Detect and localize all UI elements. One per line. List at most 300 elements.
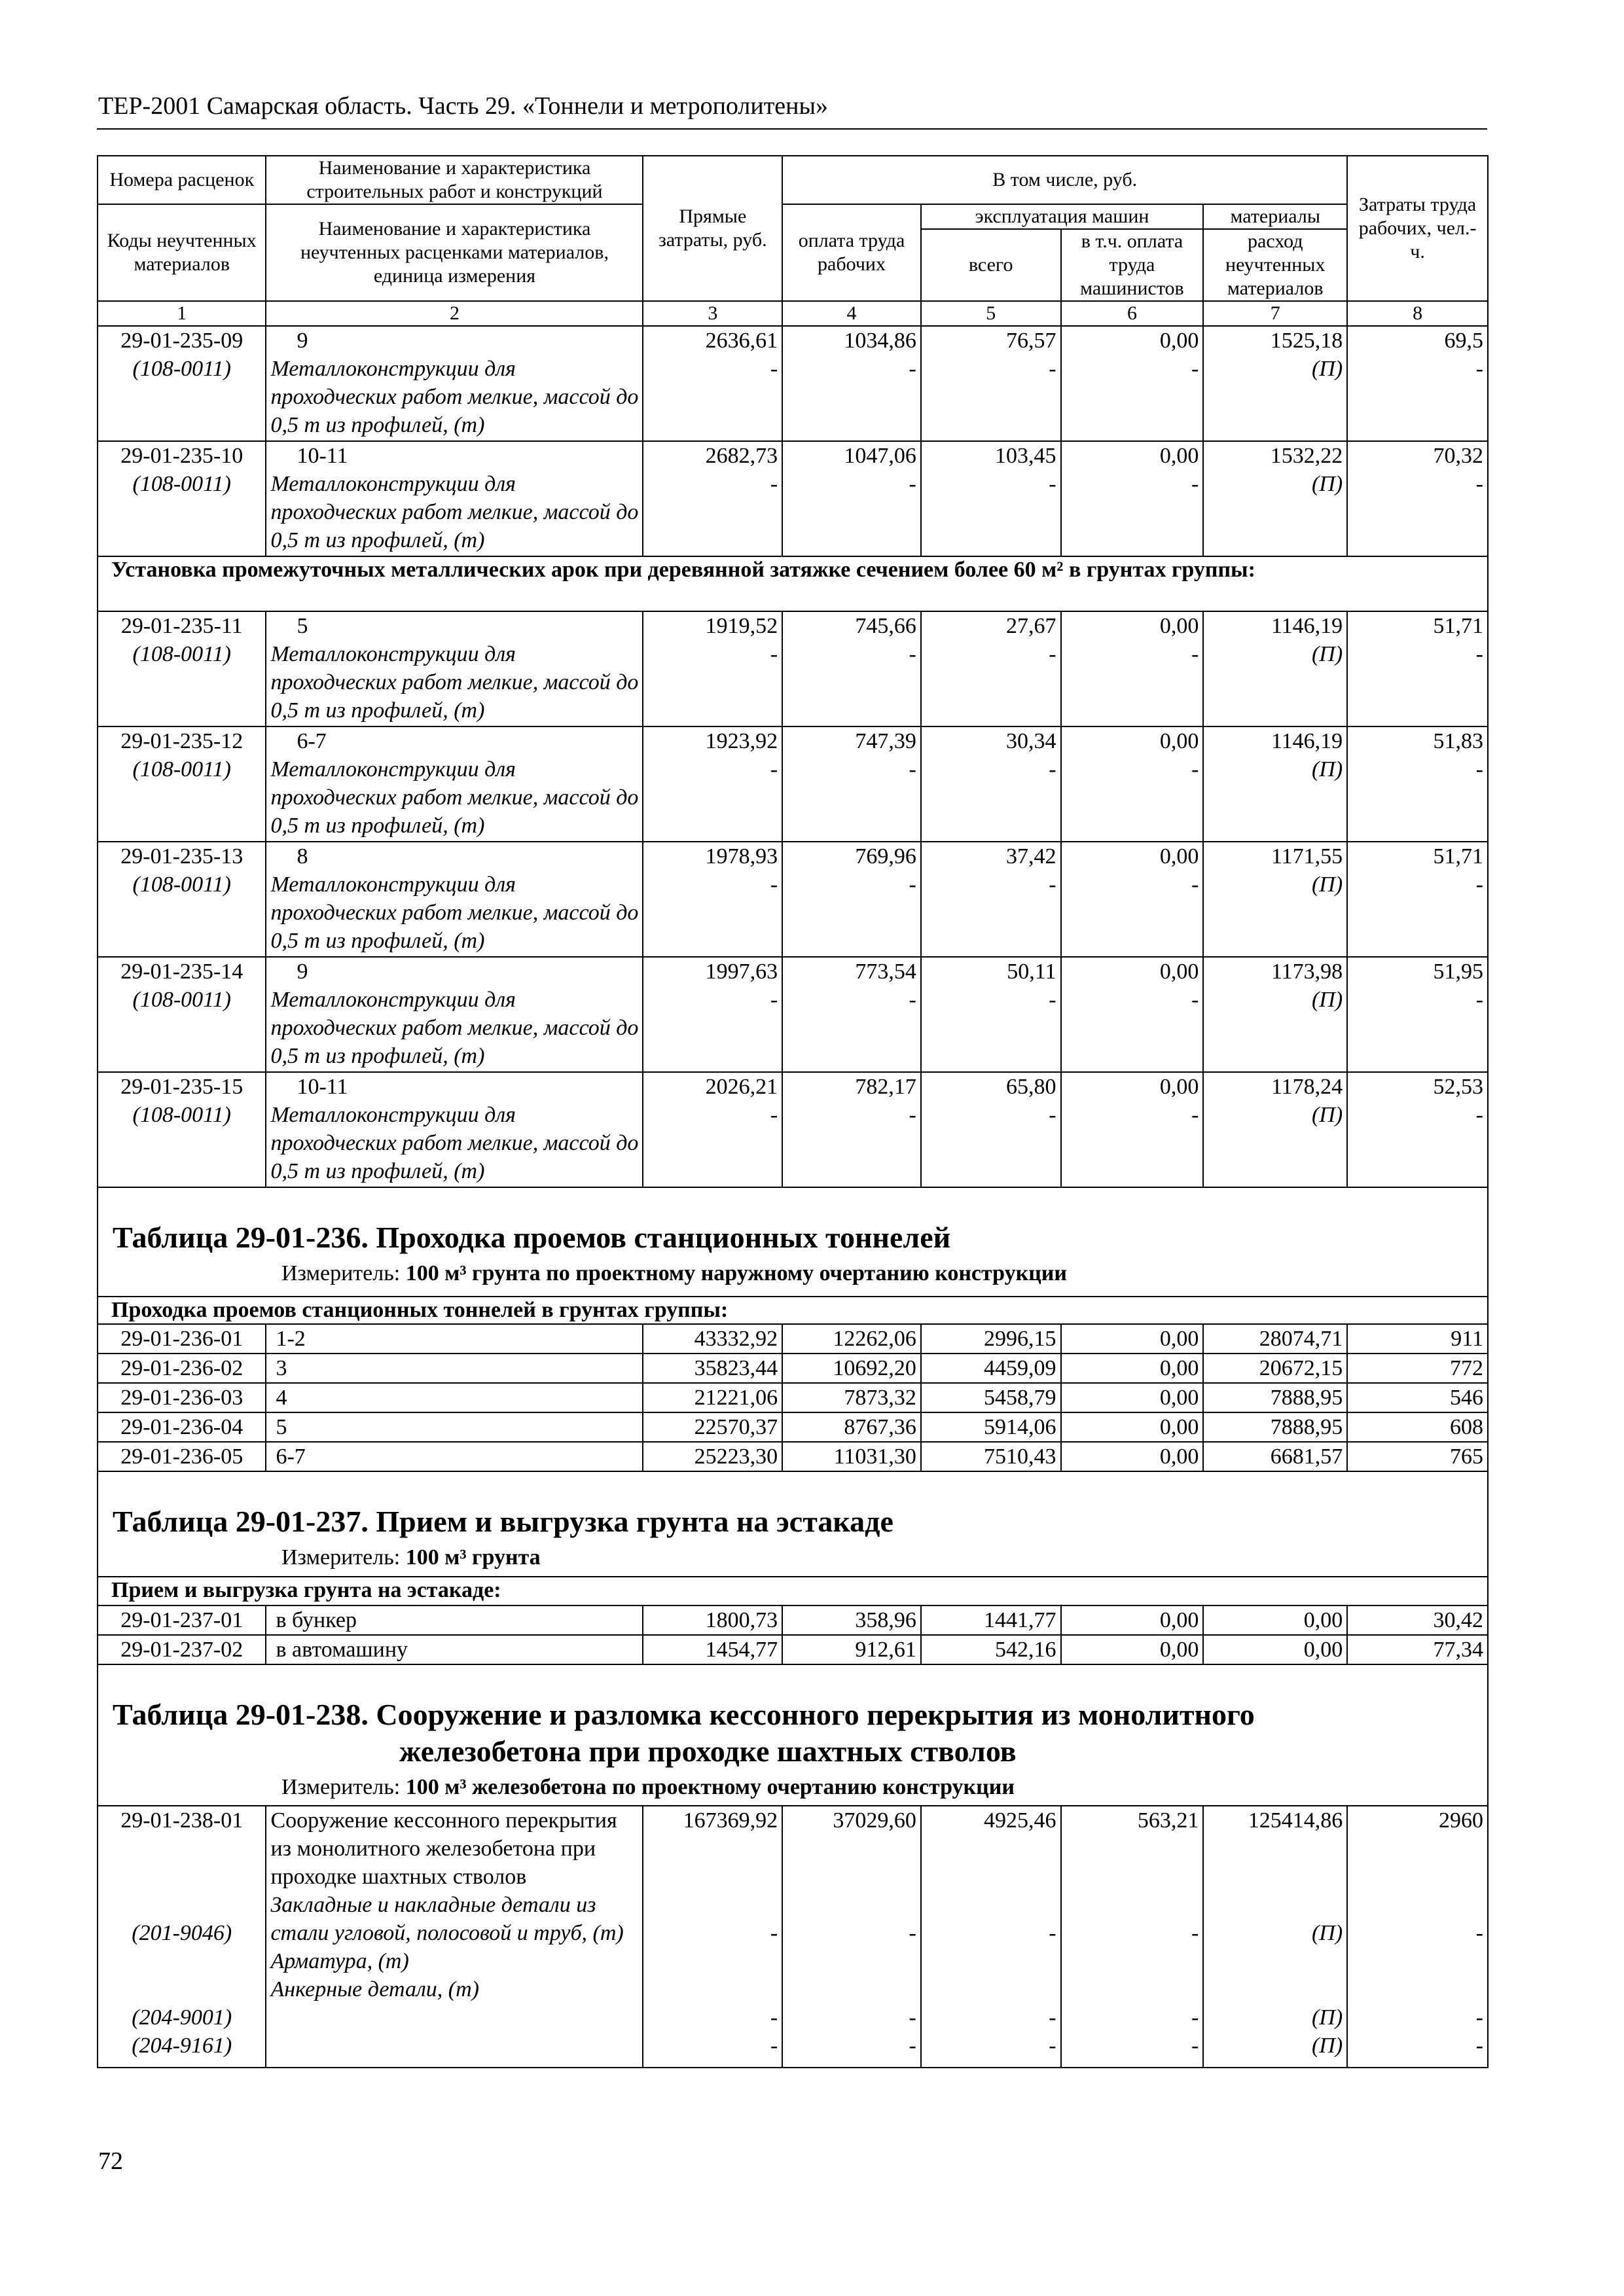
col-number: 7 [1203, 301, 1347, 326]
rate-code-cell [98, 441, 266, 556]
material-value: (П) [1311, 757, 1343, 781]
material-value: - [770, 2034, 778, 2058]
material-value: - [909, 1103, 916, 1127]
value-cell [1061, 611, 1204, 726]
value-cell [1203, 441, 1347, 556]
col-number: 2 [266, 301, 643, 326]
rate-value: 0,00 [1061, 1324, 1204, 1354]
value-cell [921, 842, 1061, 957]
rate-value: 51,95 [1433, 960, 1483, 984]
table-section-heading [98, 1187, 1488, 1297]
rate-value: 546 [1347, 1383, 1488, 1412]
rate-value: 0,00 [1159, 614, 1199, 638]
rate-code: 29-01-236-01 [98, 1324, 266, 1354]
rate-name: 9 [297, 960, 308, 984]
value-cell [782, 957, 921, 1072]
rate-value: 4459,09 [921, 1354, 1061, 1383]
material-value: - [1191, 872, 1199, 897]
rate-value: 1454,77 [643, 1635, 782, 1664]
rate-value: 51,71 [1433, 844, 1483, 869]
value-cell [1203, 726, 1347, 842]
value-cell [1203, 1072, 1347, 1187]
rate-name: в автомашину [266, 1635, 643, 1664]
rate-value: 7888,95 [1203, 1412, 1347, 1442]
value-cell [1061, 1806, 1204, 2068]
value-cell [1203, 957, 1347, 1072]
measure-label: Измеритель: [281, 1775, 401, 1799]
spacer [1208, 1835, 1343, 1919]
rate-value: 2682,73 [705, 444, 778, 468]
rate-value: 28074,71 [1203, 1324, 1347, 1354]
material-value: - [909, 2005, 916, 2030]
rate-value: 69,5 [1444, 329, 1483, 353]
rate-value: 1146,19 [1271, 729, 1343, 753]
value-cell [1347, 1806, 1488, 2068]
material-value: (П) [1311, 642, 1343, 666]
material-value: - [1191, 1921, 1199, 1945]
value-cell [1203, 611, 1347, 726]
material-value: - [1191, 2034, 1199, 2058]
material-code: (108-0011) [132, 988, 231, 1012]
group-arches-row [98, 556, 1488, 611]
material-value: - [1049, 872, 1056, 897]
rate-value: 0,00 [1159, 444, 1199, 468]
value-cell [643, 1072, 782, 1187]
value-cell [1203, 842, 1347, 957]
rate-value: 1525,18 [1270, 329, 1343, 353]
value-cell [921, 1806, 1061, 2068]
material-name: Анкерные детали, (т) [270, 1977, 479, 2001]
rate-row [98, 1324, 1488, 1354]
rate-value: 125414,86 [1248, 1808, 1343, 1833]
table-238-title: Таблица 29-01-238. Сооружение и разломка кессонного перекрытия из монолитного [113, 1698, 1255, 1731]
rate-value: 0,00 [1061, 1383, 1204, 1412]
material-name: Металлоконструкции для проходческих работ мелкие, массой до 0,5 т из профилей, (т) [270, 472, 639, 552]
material-value: (П) [1311, 472, 1343, 496]
section-heading [98, 1471, 1488, 1577]
group-title: Установка промежуточных металлических арок при деревянной затяжке сечением более 60 м² в грунтах группы: [98, 556, 1488, 611]
value-cell [643, 957, 782, 1072]
value-cell [643, 1806, 782, 2068]
rate-row [98, 726, 1488, 842]
group-236-row [98, 1297, 1488, 1324]
rate-code: 29-01-235-10 [120, 444, 244, 468]
rate-row [98, 611, 1488, 726]
rate-value: 8767,36 [782, 1412, 921, 1442]
rate-code: 29-01-236-03 [98, 1383, 266, 1412]
rate-value: 37029,60 [833, 1808, 916, 1833]
rate-value: 1923,92 [705, 729, 778, 753]
rate-value: 773,54 [855, 960, 916, 984]
rate-name-cell [266, 441, 643, 556]
rate-value: 782,17 [855, 1075, 916, 1099]
rate-row [98, 1072, 1488, 1187]
value-cell [1061, 441, 1204, 556]
section-heading [98, 1187, 1488, 1297]
rate-code: 29-01-237-01 [98, 1605, 266, 1635]
rate-value: 1047,06 [844, 444, 916, 468]
rate-value: 20672,15 [1203, 1354, 1347, 1383]
material-value: - [909, 757, 916, 781]
header-rule [97, 128, 1487, 130]
value-cell [1347, 326, 1488, 441]
rate-value: 25223,30 [643, 1442, 782, 1471]
value-cell [1347, 842, 1488, 957]
rate-name: 1-2 [266, 1324, 643, 1354]
rate-value: 2636,61 [705, 329, 778, 353]
material-value: - [909, 357, 916, 381]
rate-name-cell [266, 611, 643, 726]
rate-row [98, 1442, 1488, 1471]
rate-value: 37,42 [1006, 844, 1056, 869]
header-codes-bottom: Коды неучтенных материалов [98, 204, 266, 301]
rate-name-cell [266, 726, 643, 842]
material-value: - [1475, 2005, 1483, 2030]
material-value: - [1475, 1921, 1483, 1945]
value-cell [1347, 611, 1488, 726]
rate-value: 0,00 [1159, 729, 1199, 753]
rate-value: 563,21 [1137, 1808, 1199, 1833]
rate-value: 10692,20 [782, 1354, 921, 1383]
rate-value: 1178,24 [1271, 1075, 1343, 1099]
rate-value: 167369,92 [683, 1808, 778, 1833]
material-value: - [1475, 642, 1483, 666]
value-cell [1347, 726, 1488, 842]
rate-value: 747,39 [855, 729, 916, 753]
table-section-heading [98, 1664, 1488, 1806]
page-number: 72 [98, 2147, 123, 2175]
material-name: Металлоконструкции для проходческих работ мелкие, массой до 0,5 т из профилей, (т) [270, 872, 639, 953]
value-cell [1061, 1072, 1204, 1187]
rate-row [98, 441, 1488, 556]
material-value: - [1049, 757, 1056, 781]
header-wages: оплата труда рабочих [782, 204, 921, 301]
header-incl: В том числе, руб. [782, 156, 1347, 204]
value-cell [643, 726, 782, 842]
rate-name: 3 [266, 1354, 643, 1383]
section-heading [98, 1664, 1488, 1806]
material-value: (П) [1311, 988, 1343, 1012]
material-value: - [1191, 988, 1199, 1012]
rate-value: 0,00 [1159, 844, 1199, 869]
rate-value: 1997,63 [705, 960, 778, 984]
material-value: - [1191, 357, 1199, 381]
table-section-heading [98, 1471, 1488, 1577]
rate-value: 0,00 [1203, 1605, 1347, 1635]
rate-value: 35823,44 [643, 1354, 782, 1383]
rate-row [98, 957, 1488, 1072]
material-value: - [1475, 757, 1483, 781]
table-238-title-cont: железобетона при проходке шахтных стволов [399, 1734, 1017, 1768]
material-value: - [1049, 1103, 1056, 1127]
rate-value: 12262,06 [782, 1324, 921, 1354]
value-cell [643, 611, 782, 726]
header-row-1 [98, 156, 1488, 204]
rate-value: 7873,32 [782, 1383, 921, 1412]
value-cell [1347, 441, 1488, 556]
material-code: (108-0011) [132, 642, 231, 666]
spacer [1352, 1835, 1483, 1919]
rate-code: 29-01-235-15 [120, 1075, 244, 1099]
measure-value: 100 м³ грунта по проектному наружному очертанию конструкции [405, 1261, 1067, 1285]
value-cell [782, 842, 921, 957]
rate-value: 1146,19 [1271, 614, 1343, 638]
rate-name: 10-11 [297, 444, 348, 468]
rate-value: 0,00 [1061, 1442, 1204, 1471]
material-value: (П) [1311, 2034, 1343, 2058]
value-cell [1061, 842, 1204, 957]
material-code: (108-0011) [132, 872, 231, 897]
table-236-measure [98, 1256, 1487, 1289]
rate-value: 0,00 [1061, 1635, 1204, 1664]
value-cell [1061, 957, 1204, 1072]
rate-code-cell [98, 326, 266, 441]
material-value: - [1475, 1103, 1483, 1127]
material-name: Закладные и накладные детали из стали угловой, полосовой и труб, (т) [270, 1893, 624, 1945]
material-value: - [909, 642, 916, 666]
spacer [787, 1835, 916, 1919]
material-code: (204-9161) [132, 2034, 232, 2058]
rate-value: 1034,86 [844, 329, 916, 353]
rate-name: 4 [266, 1383, 643, 1412]
rate-value: 1978,93 [705, 844, 778, 869]
rate-value: 30,42 [1347, 1605, 1488, 1635]
rate-value: 11031,30 [782, 1442, 921, 1471]
material-value: - [770, 472, 778, 496]
rate-name-cell [266, 1806, 643, 2068]
value-cell [1347, 957, 1488, 1072]
material-value: - [770, 1921, 778, 1945]
material-value: - [1191, 472, 1199, 496]
material-value: - [909, 2034, 916, 2058]
rate-value: 0,00 [1159, 329, 1199, 353]
rate-code: 29-01-238-01 [120, 1808, 244, 1833]
material-value: - [1049, 472, 1056, 496]
table-236-title: Таблица 29-01-236. Проходка проемов станционных тоннелей [113, 1221, 951, 1254]
rate-value: 0,00 [1061, 1354, 1204, 1383]
header-machines: эксплуатация машин [921, 204, 1203, 229]
col-number: 1 [98, 301, 266, 326]
material-value: - [1049, 357, 1056, 381]
group-237-row [98, 1577, 1488, 1605]
col-number: 5 [921, 301, 1061, 326]
rate-value: 358,96 [782, 1605, 921, 1635]
value-cell [782, 726, 921, 842]
table-238-measure [98, 1770, 1487, 1803]
rate-row [98, 326, 1488, 441]
header-labor: Затраты труда рабочих, чел.-ч. [1347, 156, 1488, 301]
rate-value: 745,66 [855, 614, 916, 638]
material-value: - [770, 1103, 778, 1127]
header-name-top: Наименование и характеристика строительных работ и конструкций [266, 156, 643, 204]
rate-row [98, 1354, 1488, 1383]
col-number: 4 [782, 301, 921, 326]
material-value: - [770, 757, 778, 781]
rate-value: 21221,06 [643, 1383, 782, 1412]
material-name: Металлоконструкции для проходческих работ мелкие, массой до 0,5 т из профилей, (т) [270, 757, 639, 838]
rate-name-cell [266, 842, 643, 957]
rate-value: 22570,37 [643, 1412, 782, 1442]
header-codes-top: Номера расценок [98, 156, 266, 204]
rate-value: 0,00 [1159, 1075, 1199, 1099]
rate-value: 2960 [1439, 1808, 1483, 1833]
value-cell [921, 957, 1061, 1072]
material-value: (П) [1311, 1103, 1343, 1127]
rate-value: 1919,52 [705, 614, 778, 638]
value-cell [782, 611, 921, 726]
material-value: (П) [1311, 357, 1343, 381]
rate-code: 29-01-237-02 [98, 1635, 266, 1664]
rate-value: 51,71 [1433, 614, 1483, 638]
rate-row [98, 1605, 1488, 1635]
rate-value: 51,83 [1433, 729, 1483, 753]
value-cell [782, 1806, 921, 2068]
spacer [647, 1835, 778, 1919]
rate-code-cell [98, 1806, 266, 2068]
rate-value: 65,80 [1006, 1075, 1056, 1099]
spacer [102, 1835, 261, 1919]
material-value: - [1049, 642, 1056, 666]
material-code: (201-9046) [132, 1921, 232, 1945]
table-237-title: Таблица 29-01-237. Прием и выгрузка грунта на эстакаде [113, 1505, 893, 1538]
rate-value: 608 [1347, 1412, 1488, 1442]
material-value: - [1191, 2005, 1199, 2030]
rate-row [98, 1383, 1488, 1412]
table-237-measure [98, 1540, 1487, 1573]
rate-code-cell [98, 957, 266, 1072]
value-cell [921, 441, 1061, 556]
value-cell [782, 1072, 921, 1187]
col-number: 3 [643, 301, 782, 326]
rate-value: 5914,06 [921, 1412, 1061, 1442]
material-value: - [770, 872, 778, 897]
rate-value: 30,34 [1006, 729, 1056, 753]
value-cell [643, 441, 782, 556]
rate-name: 6-7 [297, 729, 327, 753]
material-code: (108-0011) [132, 357, 231, 381]
material-value: - [770, 2005, 778, 2030]
material-name: Металлоконструкции для проходческих работ мелкие, массой до 0,5 т из профилей, (т) [270, 988, 639, 1068]
rate-name-cell [266, 326, 643, 441]
material-name: Металлоконструкции для проходческих работ мелкие, массой до 0,5 т из профилей, (т) [270, 357, 639, 437]
col-number: 6 [1061, 301, 1204, 326]
rate-value: 43332,92 [643, 1324, 782, 1354]
material-value: - [1191, 642, 1199, 666]
material-value: - [1049, 2034, 1056, 2058]
rate-code: 29-01-236-05 [98, 1442, 266, 1471]
value-cell [782, 326, 921, 441]
header-direct: Прямые затраты, руб. [643, 156, 782, 301]
rate-value: 0,00 [1159, 960, 1199, 984]
material-value: - [909, 1921, 916, 1945]
rate-code-cell [98, 726, 266, 842]
rate-value: 1800,73 [643, 1605, 782, 1635]
spacer [1066, 1835, 1199, 1919]
material-code: (108-0011) [132, 1103, 231, 1127]
rate-row [98, 1412, 1488, 1442]
measure-label: Измеритель: [281, 1261, 401, 1285]
material-name: Металлоконструкции для проходческих работ мелкие, массой до 0,5 т из профилей, (т) [270, 1103, 639, 1183]
material-code: (108-0011) [132, 472, 231, 496]
value-cell [921, 326, 1061, 441]
rate-row [98, 1635, 1488, 1664]
rate-value: 6681,57 [1203, 1442, 1347, 1471]
material-value: - [1191, 1103, 1199, 1127]
rate-value: 765 [1347, 1442, 1488, 1471]
rate-value: 2996,15 [921, 1324, 1061, 1354]
header-machines-wages: в т.ч. оплата труда машинистов [1061, 229, 1204, 301]
material-value: - [909, 472, 916, 496]
rates-table [97, 155, 1489, 2068]
group-title: Прием и выгрузка грунта на эстакаде: [98, 1577, 1488, 1605]
measure-label: Измеритель: [281, 1545, 401, 1570]
group-title: Проходка проемов станционных тоннелей в грунтах группы: [98, 1297, 1488, 1324]
value-cell [921, 726, 1061, 842]
rate-value: 76,57 [1006, 329, 1056, 353]
value-cell [782, 441, 921, 556]
material-value: - [1191, 757, 1199, 781]
rate-code: 29-01-236-02 [98, 1354, 266, 1383]
rate-name-cell [266, 957, 643, 1072]
material-value: - [770, 988, 778, 1012]
material-name: Арматура, (т) [270, 1949, 409, 1973]
value-cell [921, 611, 1061, 726]
material-value: - [909, 988, 916, 1012]
material-value: - [1049, 1921, 1056, 1945]
material-value: - [1475, 872, 1483, 897]
rate-code: 29-01-235-11 [120, 614, 243, 638]
material-code: (204-9001) [132, 2005, 232, 2030]
rate-value: 7510,43 [921, 1442, 1061, 1471]
material-name: Металлоконструкции для проходческих работ мелкие, массой до 0,5 т из профилей, (т) [270, 642, 639, 723]
value-cell [921, 1072, 1061, 1187]
rate-value: 103,45 [995, 444, 1056, 468]
rate-value: 542,16 [921, 1635, 1061, 1664]
material-value: - [1475, 472, 1483, 496]
rate-value: 70,32 [1433, 444, 1483, 468]
rate-code: 29-01-235-09 [120, 329, 244, 353]
rate-name: 8 [297, 844, 308, 869]
rate-value: 769,96 [855, 844, 916, 869]
rate-value: 5458,79 [921, 1383, 1061, 1412]
rate-code-cell [98, 842, 266, 957]
rate-name: 10-11 [297, 1075, 348, 1099]
measure-value: 100 м³ железобетона по проектному очертанию конструкции [405, 1775, 1015, 1799]
rate-code: 29-01-235-14 [120, 960, 244, 984]
value-cell [1203, 1806, 1347, 2068]
material-code: (108-0011) [132, 757, 231, 781]
header-materials: материалы [1203, 204, 1347, 229]
material-value: - [1475, 2034, 1483, 2058]
rate-name: в бункер [266, 1605, 643, 1635]
material-value: - [1049, 2005, 1056, 2030]
rate-code: 29-01-236-04 [98, 1412, 266, 1442]
rate-name: 6-7 [266, 1442, 643, 1471]
value-cell [1061, 326, 1204, 441]
rate-value: 2026,21 [705, 1075, 778, 1099]
rate-value: 911 [1347, 1324, 1488, 1354]
header-name-bottom: Наименование и характеристика неучтенных расценками материалов, единица измерения [266, 204, 643, 301]
rate-code-cell [98, 611, 266, 726]
rate-code: 29-01-235-13 [120, 844, 244, 869]
value-cell [1061, 726, 1204, 842]
material-value: (П) [1311, 872, 1343, 897]
column-numbers-row [98, 301, 1488, 326]
rate-name: 5 [297, 614, 308, 638]
rate-code: 29-01-235-12 [120, 729, 244, 753]
rate-row [98, 1806, 1488, 2068]
material-value: - [770, 357, 778, 381]
